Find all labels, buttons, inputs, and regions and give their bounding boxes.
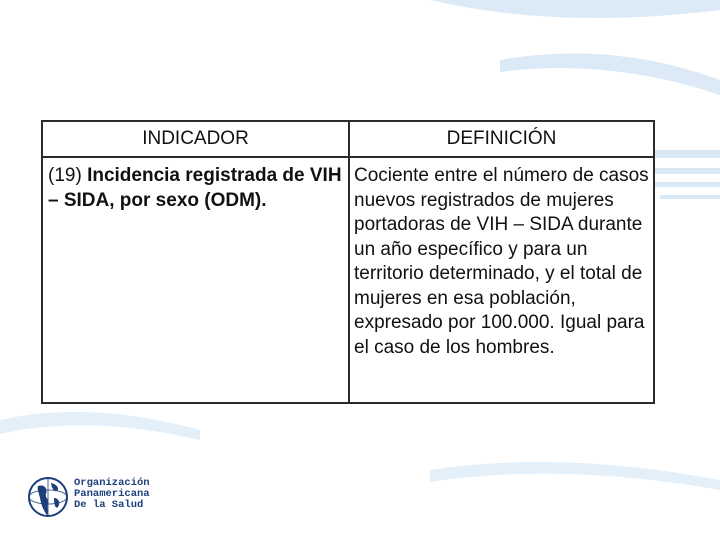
indicator-table — [41, 120, 655, 404]
paho-logo — [26, 474, 150, 520]
logo-line-3: De la Salud — [74, 499, 144, 511]
indicator-number: (19) — [48, 165, 82, 186]
indicator-name: Incidencia registrada de VIH – SIDA, por sexo (ODM). — [48, 165, 342, 211]
header-definition: DEFINICIÓN — [446, 128, 557, 149]
definition-cell: Cociente entre el número de casos nuevos registrados de mujeres portadoras de VIH – SIDA durante un año específico y para un territorio determinado, y el total de mujeres en esa población, expresado por 100.000. Igual para el caso de los hombres. — [354, 165, 649, 358]
indicator-cell — [48, 164, 344, 213]
logo-line-1: Organización — [74, 477, 150, 489]
logo-line-2: Panamericana — [74, 488, 150, 500]
column-divider — [348, 122, 350, 402]
logo-text — [74, 478, 150, 511]
globe-emblem-icon — [26, 474, 70, 520]
header-indicator: INDICADOR — [142, 128, 249, 149]
